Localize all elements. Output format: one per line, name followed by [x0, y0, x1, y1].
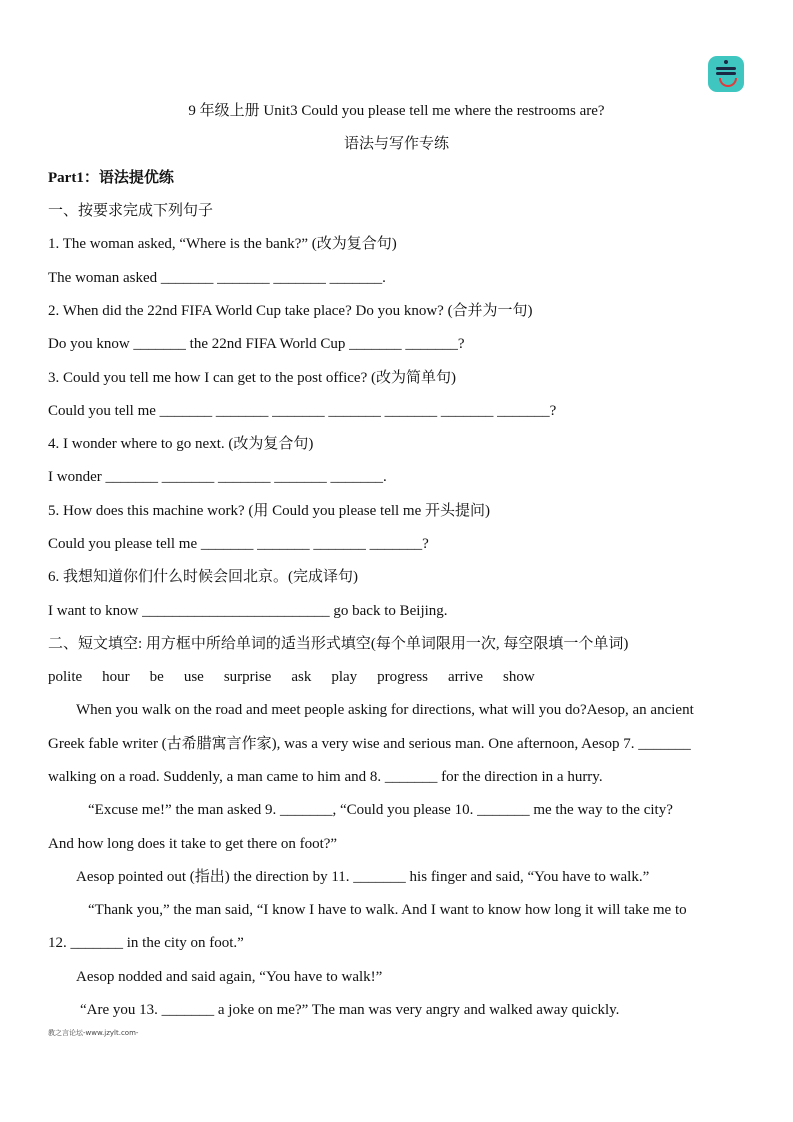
jzy-logo-icon: [708, 56, 744, 92]
passage-line: “Are you 13. _______ a joke on me?” The man was very angry and walked away quickly.: [80, 1002, 620, 1018]
passage-line: Aesop pointed out (指出) the direction by 11. _______ his finger and said, “You have to walk.”: [76, 869, 650, 885]
passage-line: 12. _______ in the city on foot.”: [48, 935, 244, 951]
word-bank-item: ask: [291, 669, 312, 685]
answer-1: The woman asked _______ _______ _______ _______.: [48, 270, 386, 286]
word-bank-item: surprise: [223, 669, 272, 685]
word-bank-item: play: [331, 669, 358, 685]
word-bank-item: use: [183, 669, 204, 685]
answer-4: I wonder _______ _______ _______ _______ _______.: [48, 469, 387, 485]
word-bank-item: arrive: [448, 669, 483, 685]
passage-line: Aesop nodded and said again, “You have to walk!”: [76, 969, 383, 985]
passage-line: “Thank you,” the man said, “I know I have to walk. And I want to know how long it will take me to: [88, 902, 687, 918]
word-bank-item: be: [149, 669, 164, 685]
word-bank-item: hour: [102, 669, 130, 685]
question-4: 4. I wonder where to go next. (改为复合句): [48, 436, 314, 452]
word-bank-item: polite: [48, 669, 83, 685]
word-bank-item: progress: [377, 669, 428, 685]
answer-5: Could you please tell me _______ _______ _______ _______?: [48, 536, 429, 552]
answer-6: I want to know _________________________ go back to Beijing.: [48, 603, 448, 619]
page-subtitle: 语法与写作专练: [343, 136, 449, 152]
word-bank: [48, 667, 555, 687]
passage-line: When you walk on the road and meet people asking for directions, what will you do?Aesop, an ancient: [76, 702, 694, 718]
passage-line: Greek fable writer (古希腊寓言作家), was a very wise and serious man. One afternoon, Aesop 7. _______: [48, 736, 691, 752]
page-title: 9 年级上册 Unit3 Could you please tell me where the restrooms are?: [188, 103, 605, 119]
question-1: 1. The woman asked, “Where is the bank?” (改为复合句): [48, 236, 397, 252]
section1-heading: 一、按要求完成下列句子: [48, 203, 214, 219]
passage-line: walking on a road. Suddenly, a man came to him and 8. _______ for the direction in a hurry.: [48, 769, 603, 785]
footer-text: 教之言论坛-www.jzylt.com-: [48, 1029, 139, 1037]
question-3: 3. Could you tell me how I can get to the post office? (改为简单句): [48, 370, 456, 386]
question-5: 5. How does this machine work? (用 Could you please tell me 开头提问): [48, 503, 491, 519]
section2-heading: 二、短文填空: 用方框中所给单词的适当形式填空(每个单词限用一次, 每空限填一个单词): [48, 636, 629, 652]
passage-line: And how long does it take to get there on foot?”: [48, 836, 338, 852]
question-6: 6. 我想知道你们什么时候会回北京。(完成译句): [48, 569, 358, 585]
answer-2: Do you know _______ the 22nd FIFA World Cup _______ _______?: [48, 336, 465, 352]
passage-line: “Excuse me!” the man asked 9. _______, “Could you please 10. _______ me the way to the city?: [88, 802, 673, 818]
part1-heading: Part1：语法提优练: [48, 170, 174, 186]
word-bank-item: show: [502, 669, 535, 685]
question-2: 2. When did the 22nd FIFA World Cup take place? Do you know? (合并为一句): [48, 303, 533, 319]
answer-3: Could you tell me _______ _______ _______ _______ _______ _______ _______?: [48, 403, 557, 419]
